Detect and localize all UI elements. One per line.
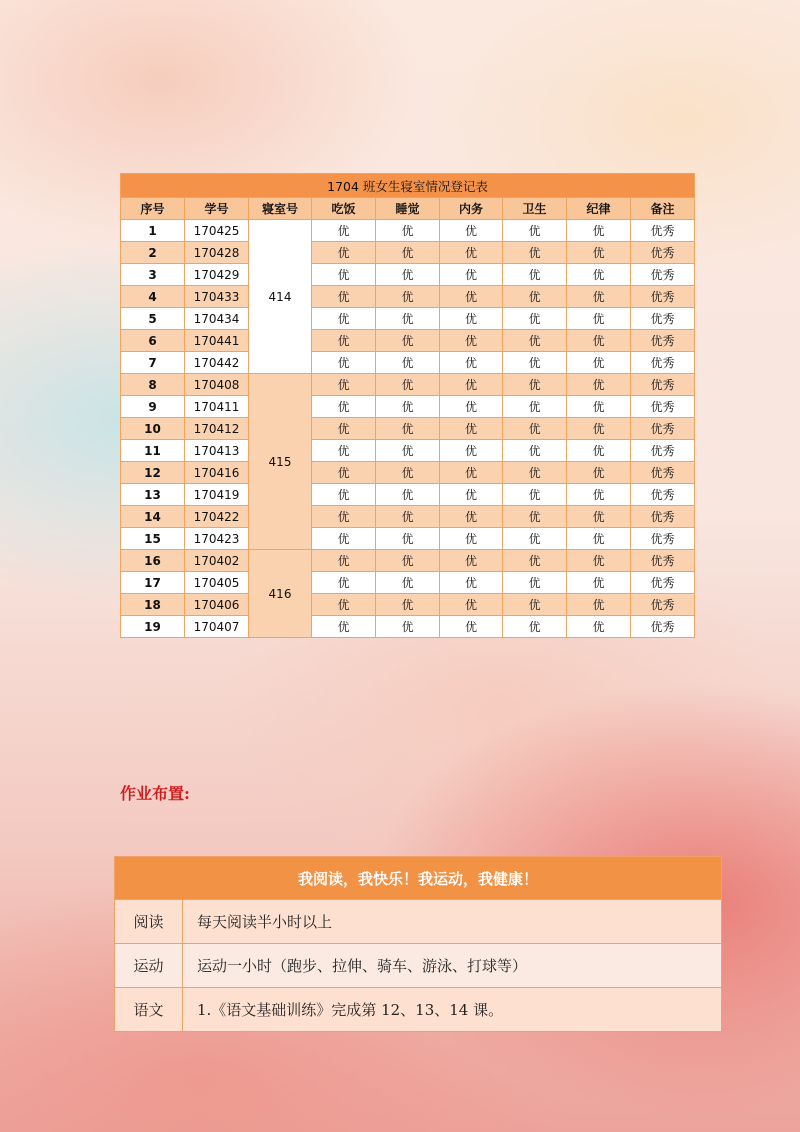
note-cell: 优秀	[631, 352, 695, 374]
grade-cell: 优	[312, 330, 376, 352]
grade-cell: 优	[503, 242, 567, 264]
note-cell: 优秀	[631, 506, 695, 528]
grade-cell: 优	[376, 242, 440, 264]
seq-cell: 17	[121, 572, 185, 594]
grade-cell: 优	[376, 286, 440, 308]
note-cell: 优秀	[631, 484, 695, 506]
grade-cell: 优	[440, 286, 503, 308]
header-cell: 卫生	[503, 198, 567, 220]
grade-cell: 优	[440, 572, 503, 594]
grade-cell: 优	[440, 616, 503, 638]
grade-cell: 优	[440, 484, 503, 506]
seq-cell: 10	[121, 418, 185, 440]
grade-cell: 优	[312, 242, 376, 264]
table-row	[121, 462, 695, 484]
note-cell: 优秀	[631, 286, 695, 308]
table-row	[121, 220, 695, 242]
table-row	[121, 616, 695, 638]
grade-cell: 优	[312, 462, 376, 484]
seq-cell: 6	[121, 330, 185, 352]
student-id-cell: 170405	[185, 572, 249, 594]
student-id-cell: 170425	[185, 220, 249, 242]
grade-cell: 优	[567, 286, 631, 308]
student-id-cell: 170416	[185, 462, 249, 484]
seq-cell: 5	[121, 308, 185, 330]
grade-cell: 优	[312, 506, 376, 528]
grade-cell: 优	[312, 572, 376, 594]
grade-cell: 优	[312, 396, 376, 418]
room-cell: 415	[249, 374, 312, 550]
header-cell: 学号	[185, 198, 249, 220]
table-title: 1704 班女生寝室情况登记表	[121, 174, 695, 198]
seq-cell: 3	[121, 264, 185, 286]
homework-row	[115, 900, 722, 944]
grade-cell: 优	[312, 418, 376, 440]
grade-cell: 优	[312, 308, 376, 330]
grade-cell: 优	[567, 462, 631, 484]
note-cell: 优秀	[631, 440, 695, 462]
grade-cell: 优	[567, 264, 631, 286]
seq-cell: 12	[121, 462, 185, 484]
table-row	[121, 484, 695, 506]
table-row	[121, 308, 695, 330]
seq-cell: 2	[121, 242, 185, 264]
grade-cell: 优	[567, 220, 631, 242]
seq-cell: 15	[121, 528, 185, 550]
seq-cell: 1	[121, 220, 185, 242]
grade-cell: 优	[440, 330, 503, 352]
student-id-cell: 170423	[185, 528, 249, 550]
grade-cell: 优	[440, 462, 503, 484]
note-cell: 优秀	[631, 220, 695, 242]
student-id-cell: 170428	[185, 242, 249, 264]
table-row	[121, 286, 695, 308]
student-id-cell: 170433	[185, 286, 249, 308]
grade-cell: 优	[312, 352, 376, 374]
homework-heading: 作业布置:	[120, 784, 190, 803]
grade-cell: 优	[440, 242, 503, 264]
note-cell: 优秀	[631, 308, 695, 330]
seq-cell: 14	[121, 506, 185, 528]
room-cell: 414	[249, 220, 312, 374]
grade-cell: 优	[312, 528, 376, 550]
homework-label: 运动	[115, 944, 183, 988]
note-cell: 优秀	[631, 594, 695, 616]
grade-cell: 优	[503, 220, 567, 242]
seq-cell: 18	[121, 594, 185, 616]
grade-cell: 优	[376, 418, 440, 440]
grade-cell: 优	[312, 374, 376, 396]
note-cell: 优秀	[631, 462, 695, 484]
grade-cell: 优	[312, 286, 376, 308]
grade-cell: 优	[503, 462, 567, 484]
grade-cell: 优	[312, 550, 376, 572]
table-row	[121, 352, 695, 374]
note-cell: 优秀	[631, 528, 695, 550]
grade-cell: 优	[567, 528, 631, 550]
grade-cell: 优	[567, 418, 631, 440]
grade-cell: 优	[567, 330, 631, 352]
student-id-cell: 170429	[185, 264, 249, 286]
grade-cell: 优	[376, 506, 440, 528]
student-id-cell: 170442	[185, 352, 249, 374]
note-cell: 优秀	[631, 572, 695, 594]
homework-row	[115, 944, 722, 988]
table-body	[121, 220, 695, 638]
grade-cell: 优	[567, 550, 631, 572]
grade-cell: 优	[376, 484, 440, 506]
seq-cell: 11	[121, 440, 185, 462]
homework-content: 运动一小时（跑步、拉伸、骑车、游泳、打球等）	[183, 944, 722, 988]
student-id-cell: 170422	[185, 506, 249, 528]
student-id-cell: 170419	[185, 484, 249, 506]
grade-cell: 优	[567, 572, 631, 594]
grade-cell: 优	[312, 594, 376, 616]
grade-cell: 优	[440, 594, 503, 616]
homework-title: 我阅读，我快乐！我运动，我健康！	[115, 857, 722, 900]
seq-cell: 8	[121, 374, 185, 396]
grade-cell: 优	[503, 374, 567, 396]
grade-cell: 优	[376, 528, 440, 550]
grade-cell: 优	[503, 528, 567, 550]
table-row	[121, 572, 695, 594]
grade-cell: 优	[312, 440, 376, 462]
grade-cell: 优	[503, 484, 567, 506]
grade-cell: 优	[376, 550, 440, 572]
grade-cell: 优	[503, 506, 567, 528]
table-row	[121, 440, 695, 462]
homework-label: 阅读	[115, 900, 183, 944]
grade-cell: 优	[440, 550, 503, 572]
grade-cell: 优	[312, 484, 376, 506]
grade-cell: 优	[376, 462, 440, 484]
table-row	[121, 264, 695, 286]
grade-cell: 优	[567, 616, 631, 638]
grade-cell: 优	[503, 396, 567, 418]
grade-cell: 优	[567, 484, 631, 506]
grade-cell: 优	[503, 352, 567, 374]
note-cell: 优秀	[631, 418, 695, 440]
header-cell: 睡觉	[376, 198, 440, 220]
grade-cell: 优	[503, 572, 567, 594]
student-id-cell: 170408	[185, 374, 249, 396]
grade-cell: 优	[440, 396, 503, 418]
student-id-cell: 170441	[185, 330, 249, 352]
grade-cell: 优	[503, 418, 567, 440]
table-row	[121, 550, 695, 572]
grade-cell: 优	[376, 264, 440, 286]
note-cell: 优秀	[631, 616, 695, 638]
homework-table	[114, 856, 722, 1032]
seq-cell: 9	[121, 396, 185, 418]
seq-cell: 19	[121, 616, 185, 638]
grade-cell: 优	[440, 352, 503, 374]
seq-cell: 4	[121, 286, 185, 308]
grade-cell: 优	[376, 396, 440, 418]
note-cell: 优秀	[631, 374, 695, 396]
header-cell: 寝室号	[249, 198, 312, 220]
grade-cell: 优	[440, 506, 503, 528]
homework-content: 每天阅读半小时以上	[183, 900, 722, 944]
grade-cell: 优	[503, 440, 567, 462]
grade-cell: 优	[503, 594, 567, 616]
dorm-registration-table	[120, 173, 695, 638]
grade-cell: 优	[503, 330, 567, 352]
grade-cell: 优	[312, 264, 376, 286]
homework-row	[115, 988, 722, 1032]
note-cell: 优秀	[631, 242, 695, 264]
note-cell: 优秀	[631, 264, 695, 286]
grade-cell: 优	[440, 220, 503, 242]
grade-cell: 优	[503, 616, 567, 638]
header-cell: 纪律	[567, 198, 631, 220]
grade-cell: 优	[567, 374, 631, 396]
note-cell: 优秀	[631, 550, 695, 572]
table-row	[121, 374, 695, 396]
table-row	[121, 528, 695, 550]
note-cell: 优秀	[631, 330, 695, 352]
grade-cell: 优	[440, 418, 503, 440]
grade-cell: 优	[376, 308, 440, 330]
table-row	[121, 396, 695, 418]
room-cell: 416	[249, 550, 312, 638]
grade-cell: 优	[440, 308, 503, 330]
grade-cell: 优	[376, 572, 440, 594]
student-id-cell: 170413	[185, 440, 249, 462]
table-row	[121, 330, 695, 352]
grade-cell: 优	[503, 286, 567, 308]
grade-cell: 优	[567, 506, 631, 528]
table-row	[121, 594, 695, 616]
grade-cell: 优	[312, 616, 376, 638]
grade-cell: 优	[376, 330, 440, 352]
header-cell: 内务	[440, 198, 503, 220]
grade-cell: 优	[440, 528, 503, 550]
table-row	[121, 242, 695, 264]
seq-cell: 16	[121, 550, 185, 572]
grade-cell: 优	[440, 374, 503, 396]
header-cell: 序号	[121, 198, 185, 220]
seq-cell: 13	[121, 484, 185, 506]
student-id-cell: 170412	[185, 418, 249, 440]
seq-cell: 7	[121, 352, 185, 374]
student-id-cell: 170406	[185, 594, 249, 616]
table-row	[121, 418, 695, 440]
note-cell: 优秀	[631, 396, 695, 418]
header-row	[121, 198, 695, 220]
grade-cell: 优	[376, 616, 440, 638]
grade-cell: 优	[440, 264, 503, 286]
grade-cell: 优	[567, 308, 631, 330]
header-cell: 吃饭	[312, 198, 376, 220]
grade-cell: 优	[567, 242, 631, 264]
grade-cell: 优	[503, 264, 567, 286]
student-id-cell: 170407	[185, 616, 249, 638]
grade-cell: 优	[503, 550, 567, 572]
student-id-cell: 170411	[185, 396, 249, 418]
student-id-cell: 170402	[185, 550, 249, 572]
grade-cell: 优	[376, 594, 440, 616]
grade-cell: 优	[503, 308, 567, 330]
homework-content: 1.《语文基础训练》完成第 12、13、14 课。	[183, 988, 722, 1032]
homework-label: 语文	[115, 988, 183, 1032]
grade-cell: 优	[376, 374, 440, 396]
grade-cell: 优	[376, 352, 440, 374]
grade-cell: 优	[567, 352, 631, 374]
grade-cell: 优	[376, 220, 440, 242]
student-id-cell: 170434	[185, 308, 249, 330]
header-cell: 备注	[631, 198, 695, 220]
grade-cell: 优	[567, 396, 631, 418]
grade-cell: 优	[567, 440, 631, 462]
grade-cell: 优	[567, 594, 631, 616]
grade-cell: 优	[376, 440, 440, 462]
table-row	[121, 506, 695, 528]
grade-cell: 优	[440, 440, 503, 462]
grade-cell: 优	[312, 220, 376, 242]
